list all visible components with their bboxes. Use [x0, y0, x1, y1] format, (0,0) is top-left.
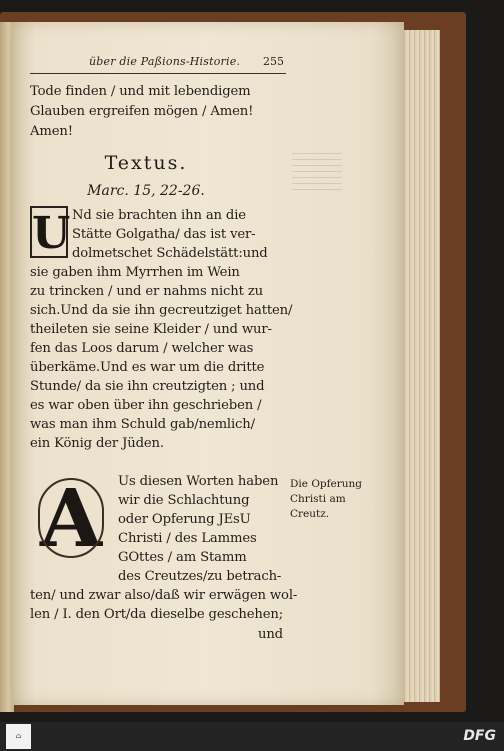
ornamental-initial: A: [30, 470, 112, 566]
running-head: über die Paßions-Historie.: [89, 55, 241, 68]
margin-note-line: Creutz.: [290, 508, 330, 520]
text-line: Stätte Golgatha/ das ist ver-: [72, 227, 256, 242]
text-line: Tode finden / und mit lebendigem: [30, 84, 251, 99]
page-number: 255: [263, 55, 284, 68]
text-line: zu trincken / und er nahms nicht zu: [30, 284, 263, 299]
page-stack-edge: [402, 30, 440, 702]
text-line: Us diesen Worten haben: [118, 474, 279, 489]
library-logo: ⌂: [6, 724, 31, 749]
text-line: wir die Schlachtung: [118, 493, 250, 508]
text-line: len / I. den Ort/da dieselbe geschehen;: [30, 607, 283, 622]
margin-note-line: Christi am: [290, 493, 346, 505]
text-line: es war oben über ihn geschrieben /: [30, 398, 262, 413]
dfg-logo: DFG: [463, 728, 496, 744]
text-line: Glauben ergreifen mögen / Amen!: [30, 104, 254, 119]
header-rule: [30, 73, 286, 74]
text-line: Christi / des Lammes: [118, 531, 257, 546]
text-line: Stunde/ da sie ihn creutzigten ; und: [30, 379, 265, 394]
text-line: des Creutzes/zu betrach-: [118, 569, 282, 584]
text-line: überkäme.Und es war um die dritte: [30, 360, 265, 375]
text-line: was man ihm Schuld gab/nemlich/: [30, 417, 255, 432]
text-line: GOttes / am Stamm: [118, 550, 247, 565]
catchword: und: [258, 627, 283, 642]
decorated-initial: U: [32, 208, 71, 259]
text-line: Nd sie brachten ihn an die: [72, 208, 246, 223]
text-line: theileten sie seine Kleider / und wur-: [30, 322, 272, 337]
text-line: sich.Und da sie ihn gecreutziget hatten/: [30, 303, 293, 318]
text-line: fen das Loos darum / welcher was: [30, 341, 254, 356]
text-line: ten/ und zwar also/daß wir erwägen wol-: [30, 588, 298, 603]
margin-note-line: Die Opferung: [290, 478, 363, 490]
bleed-through: [292, 150, 342, 190]
viewer-footer-bar: [0, 722, 504, 751]
text-line: ein König der Jüden.: [30, 436, 164, 451]
text-line: dolmetschet Schädelstätt:und: [72, 246, 268, 261]
text-line: oder Opferung JEsU: [118, 512, 251, 527]
text-line: Amen!: [30, 124, 73, 139]
bible-reference: Marc. 15, 22-26.: [87, 183, 205, 199]
text-line: sie gaben ihm Myrrhen im Wein: [30, 265, 240, 280]
section-heading: Textus.: [104, 152, 188, 174]
